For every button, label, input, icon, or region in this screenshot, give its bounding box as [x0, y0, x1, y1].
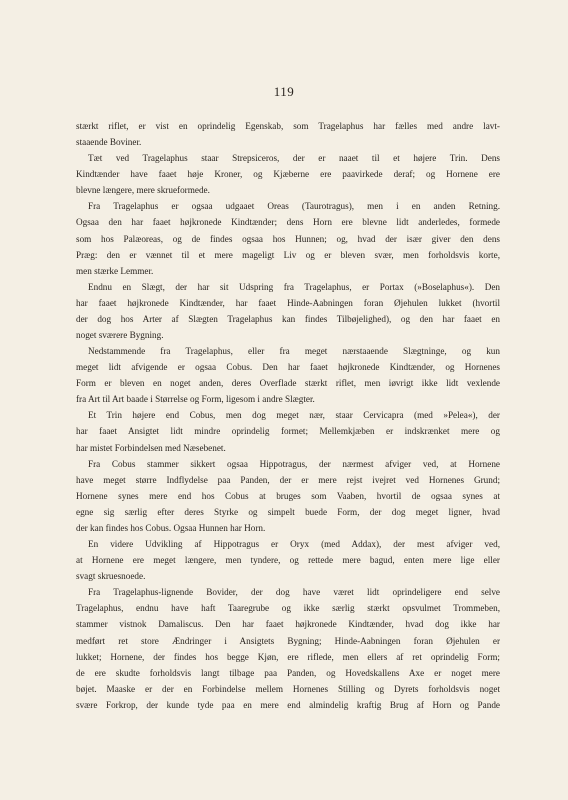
text-line: har faaet Ansigtet lidt mindre oprindelig formet; Mellemkjæben er indskrænket mere og — [76, 426, 500, 437]
text-line: fra Art til Art baade i Størrelse og Form, ligesom i andre Slægter. — [76, 394, 315, 405]
text-line: Fra Cobus stammer sikkert ogsaa Hippotragus, der nærmest afviger ved, at Hornene — [88, 458, 500, 469]
text-line: meget lidt afvigende er ogsaa Cobus. Den har faaet højkronede Kindtænder, og Hornenes — [76, 362, 500, 373]
text-line: svære Forkrop, der kunde tyde paa en mere end almindelig kraftig Brug af Horn og Pande — [76, 699, 500, 710]
text-line: de ere skudte forholdsvis langt tilbage paa Panden, og Hovedskallens Axe er noget mere — [76, 667, 500, 678]
text-line: svagt skruesnoede. — [76, 571, 146, 582]
text-line: Kindtænder have faaet høje Kroner, og Kjæberne ere paavirkede deraf; og Hornene ere — [76, 169, 500, 180]
text-line: Nedstammende fra Tragelaphus, eller fra meget nærstaaende Slægtninge, og kun — [88, 346, 500, 357]
text-line: egne sig særlig efter deres Styrke og simpelt buede Form, der dog meget ligner, hvad — [76, 506, 500, 517]
text-line: blevne længere, mere skrueformede. — [76, 185, 210, 196]
text-line: staaende Boviner. — [76, 137, 142, 148]
text-line: der kan findes hos Cobus. Ogsaa Hunnen har Horn. — [76, 522, 266, 533]
text-line: lukket; Hornene, der findes hos begge Kjøn, ere riflede, men ellers af ret oprindelig Form; — [76, 651, 500, 662]
text-line: bøjet. Maaske er der en Forbindelse mellem Hornenes Stilling og Dyrets forholdsvis noget — [76, 683, 500, 694]
text-line: som hos Palæoreas, og de findes ogsaa hos Hunnen; og, hvad der især giver den dens — [76, 233, 500, 244]
page-number: 119 — [273, 84, 295, 99]
text-line: En videre Udvikling af Hippotragus er Oryx (med Addax), der mest afviger ved, — [88, 539, 500, 550]
text-line: Fra Tragelaphus-lignende Bovider, der dog have været lidt oprindeligere end selve — [88, 587, 500, 598]
text-line: noget sværere Bygning. — [76, 330, 164, 341]
text-line: Fra Tragelaphus er ogsaa udgaaet Oreas (Taurotragus), men i en anden Retning. — [88, 201, 500, 212]
text-line: Form er bleven en noget anden, deres Overflade stærkt riflet, men iøvrigt ikke lidt vexlende — [76, 378, 500, 389]
text-line: at Hornene ere meget længere, men tyndere, og rettede mere bagud, enten mere lige eller — [76, 555, 500, 566]
text-line: Endnu en Slægt, der har sit Udspring fra Tragelaphus, er Portax (»Boselaphus«). Den — [88, 281, 500, 292]
text-line: men stærke Lemmer. — [76, 265, 154, 276]
text-line: der dog hos Arter af Slægten Tragelaphus kan findes Tilbøjelighed), og den har faaet en — [76, 313, 500, 324]
text-line: stærkt riflet, er vist en oprindelig Egenskab, som Tragelaphus har fælles med andre lavt- — [76, 121, 500, 131]
text-line: Tæt ved Tragelaphus staar Strepsiceros, der er naaet til et højere Trin. Dens — [88, 153, 500, 164]
text-line: have meget større Indflydelse paa Panden, der er mere rejst ivejret ved Hornenes Grund; — [76, 474, 500, 485]
text-line: Tragelaphus, endnu have haft Taaregrube og ikke særlig stærkt opsvulmet Trommeben, — [76, 603, 500, 614]
body-text — [76, 118, 500, 713]
text-line: medført ret store Ændringer i Ansigtets Bygning; Hinde-Aabningen foran Øjehulen er — [76, 635, 500, 646]
text-line: Ogsaa den har faaet højkronede Kindtænder; dens Horn ere blevne lidt anderledes, formede — [76, 217, 500, 228]
text-line: har mistet Forbindelsen med Næsebenet. — [76, 442, 226, 453]
text-line: Et Trin højere end Cobus, men dog meget nær, staar Cervicapra (med »Pelea«), der — [88, 410, 500, 421]
text-line: Hornene synes mere end hos Cobus at bruges som Vaaben, hvortil de ogsaa synes at — [76, 490, 500, 501]
text-line: stammer vistnok Damaliscus. Den har faaet højkronede Kindtænder, hvad dog ikke har — [76, 619, 500, 630]
text-line: har faaet højkronede Kindtænder, har faaet Hinde-Aabningen foran Øjehulen lukket (hvortil — [76, 297, 500, 308]
text-line: Præg: den er vænnet til et mere mageligt Liv og er bleven svær, men forholdsvis korte, — [76, 249, 500, 260]
